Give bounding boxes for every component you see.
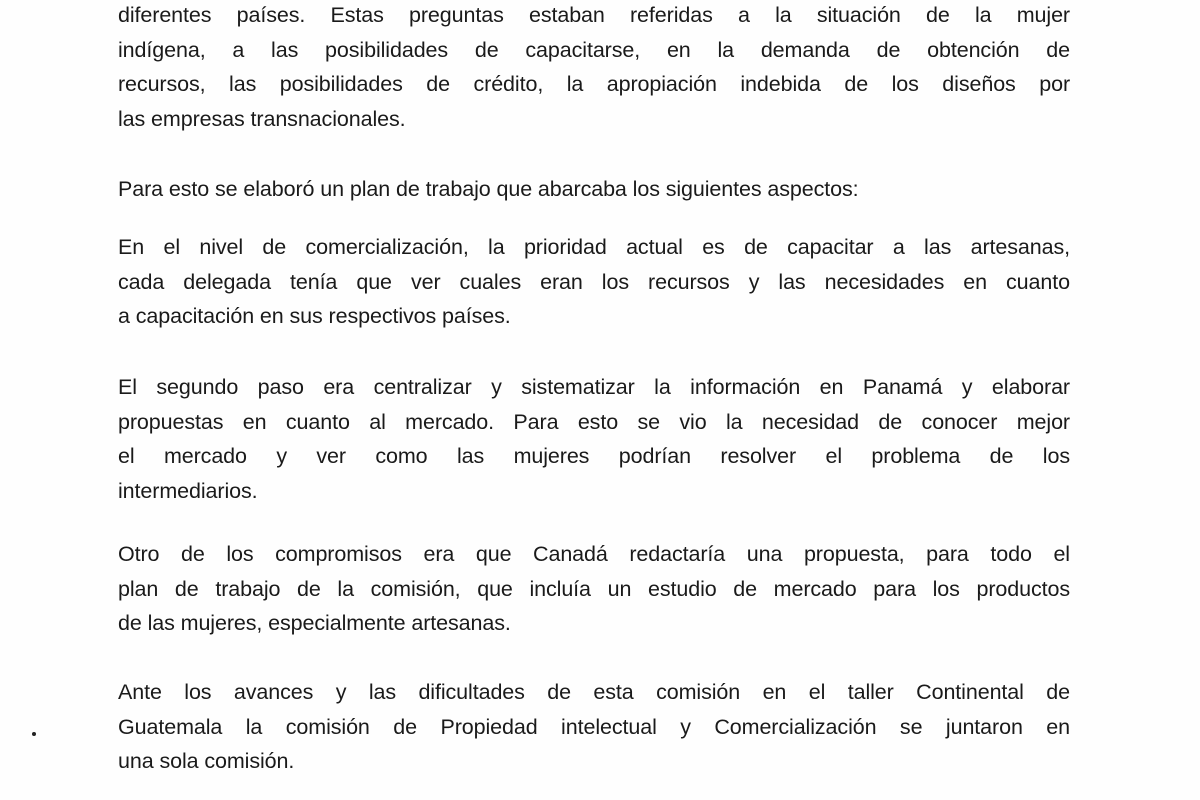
text-line: propuestas en cuanto al mercado. Para esto se vio la necesidad de conocer mejor [118, 409, 1070, 434]
text-line: Ante los avances y las dificultades de esta comisión en el taller Continental de [118, 680, 1070, 704]
text-line: recursos, las posibilidades de crédito, la apropiación indebida de los diseños por [118, 72, 1070, 96]
text-line: cada delegada tenía que ver cuales eran los recursos y las necesidades en cuanto [118, 269, 1070, 294]
text-line: diferentes países. Estas preguntas estaban referidas a la situación de la mujer [118, 3, 1070, 27]
text-line: de las mujeres, especialmente artesanas. [118, 611, 511, 635]
text-line: Otro de los compromisos era que Canadá redactaría una propuesta, para todo el [118, 542, 1070, 566]
text-line: plan de trabajo de la comisión, que incluía un estudio de mercado para los productos [118, 576, 1070, 601]
text-line: En el nivel de comercialización, la prioridad actual es de capacitar a las artesanas, [118, 235, 1070, 259]
text-line: el mercado y ver como las mujeres podrían resolver el problema de los [118, 444, 1070, 468]
text-line: Guatemala la comisión de Propiedad intelectual y Comercialización se juntaron en [118, 714, 1070, 739]
paragraph-canada-commitment [118, 537, 1070, 641]
paragraph-context-questions [118, 0, 1070, 136]
paragraph-commission-merge [118, 675, 1070, 779]
paragraph-second-step [118, 370, 1070, 508]
text-line: a capacitación en sus respectivos países. [118, 304, 511, 328]
text-line: intermediarios. [118, 478, 258, 503]
text-line: El segundo paso era centralizar y sistematizar la información en Panamá y elaborar [118, 375, 1070, 399]
text-line: las empresas transnacionales. [118, 106, 406, 131]
scan-speck [32, 732, 36, 736]
text-line: indígena, a las posibilidades de capacitarse, en la demanda de obtención de [118, 37, 1070, 62]
text-line: una sola comisión. [118, 749, 295, 773]
text-line: Para esto se elaboró un plan de trabajo que abarcaba los siguientes aspectos: [118, 177, 859, 201]
paragraph-work-plan-intro [118, 172, 1070, 207]
paragraph-commercialization-level [118, 230, 1070, 334]
